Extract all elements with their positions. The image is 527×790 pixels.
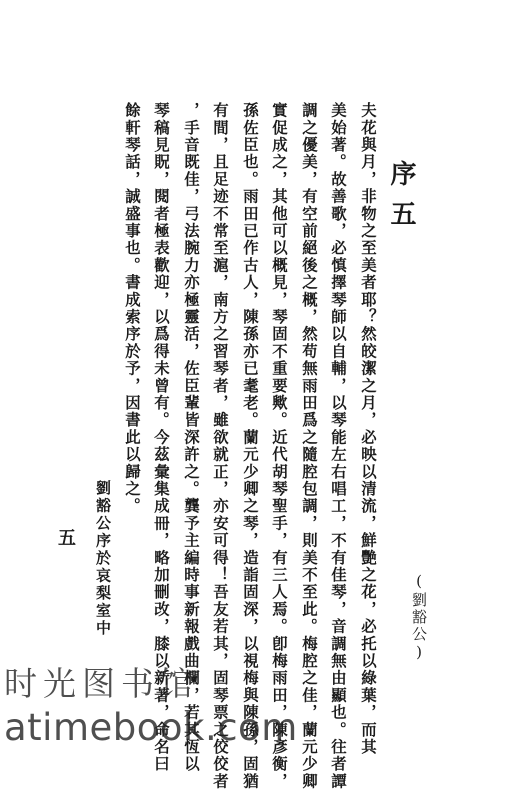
page-number: 五 xyxy=(55,528,76,546)
body-text-line: 餘軒琴話，誠盛事也。書成索序於予，因書此以歸之。 xyxy=(123,102,141,515)
body-text-line: 實促成之，其他可以概見，琴固不重要歟。近代胡琴聖手，有三人焉。卽梅雨田，陳彥衡， xyxy=(270,102,288,790)
body-text-line: 孫佐臣也。雨田已作古人，陳孫亦已耄老。蘭元少卿之琴，造詣固深，以視梅與陳孫，固猶 xyxy=(241,102,259,790)
body-text-line: 有間，且足迹不常至滬，南方之習琴者，雖欲就正，亦安可得！吾友若其，固琴票之佼佼者 xyxy=(211,102,229,790)
body-text-line: ，手音既佳，弓法腕力亦極靈活，佐臣輩皆深許之。龔予主編時事新報戲曲欄，若其恆以 xyxy=(182,102,200,773)
body-text-line: 夫花與月，非物之至美者耶？然皎潔之月，必映以清流，鮮艷之花，必托以綠葉，而其 xyxy=(359,102,377,756)
watermark-url: atimebook.com xyxy=(4,706,298,749)
watermark-chinese: 时光图书馆 xyxy=(4,664,199,703)
body-text-line: 美始著。故善歌，必慎擇琴師以自輔，以琴能左右唱工，不有佳琴，音調無由顯也。往者譚 xyxy=(329,102,347,790)
body-text-line: 調之優美，有空前絕後之概，然苟無雨田爲之隨腔包調，則美不至此。梅腔之佳，蘭元少卿 xyxy=(300,102,318,790)
author-byline: (劉豁公) xyxy=(410,572,428,663)
body-text-line: 琴稿見貺，閱者極表歡迎，以爲得未曾有。今茲彙集成冊，略加刪改，膝以新著，命名曰 xyxy=(152,102,170,773)
signature-line: 劉豁公序於哀梨室中 xyxy=(94,480,112,638)
section-title: 序五 xyxy=(386,160,416,240)
